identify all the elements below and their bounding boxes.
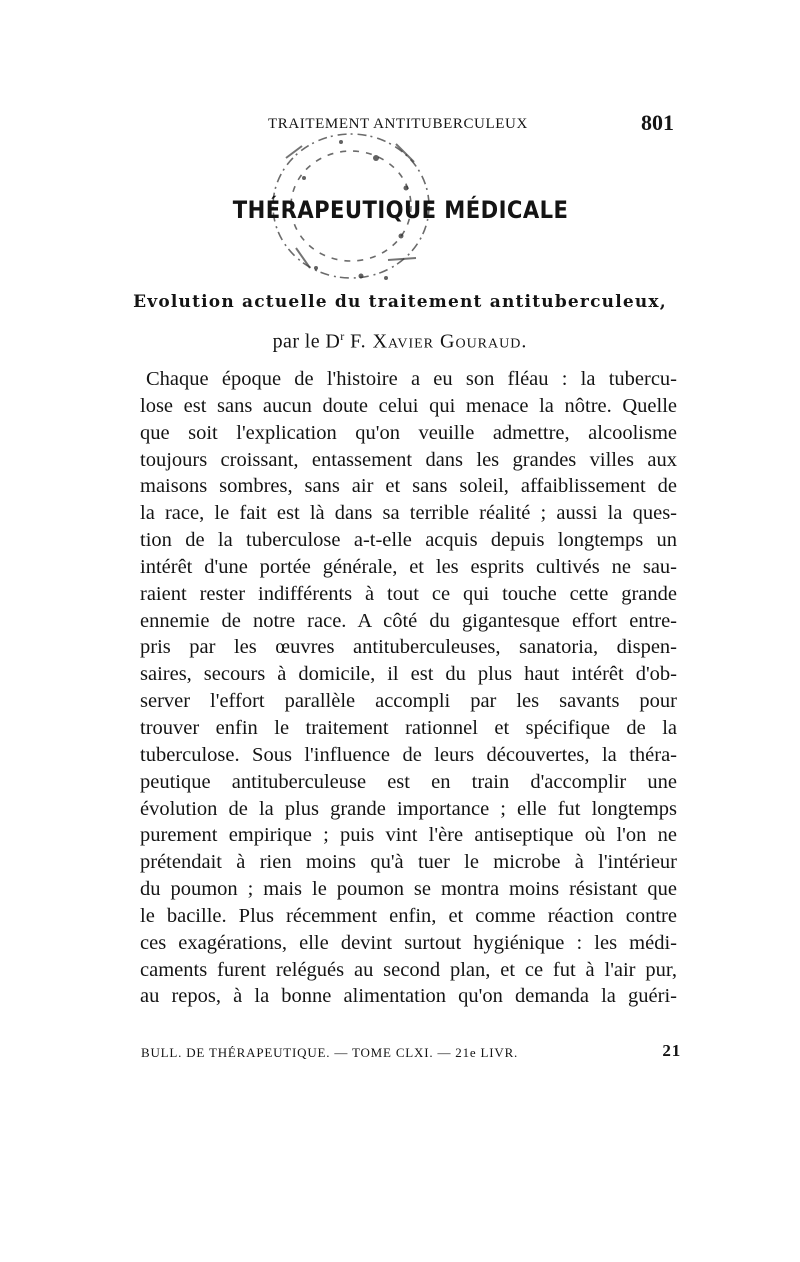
- body-line: prétendait à rien moins qu'à tuer le microbe à l'intérieur: [140, 851, 677, 874]
- body-line: toujours croissant, entassement dans les grandes villes aux: [140, 448, 677, 471]
- footer-source: BULL. DE THÉRAPEUTIQUE. — TOME CLXI. — 21e LIVR.: [141, 1045, 519, 1060]
- signature-mark: 21: [662, 1041, 681, 1060]
- byline-author: F. Xavier Gouraud.: [350, 330, 528, 353]
- body-line: ces exagérations, elle devint surtout hygiénique : les médi-: [140, 931, 677, 954]
- body-line: peutique antituberculeuse est en train d'accomplir une: [140, 770, 677, 793]
- page-footer: [141, 1041, 681, 1065]
- byline-prefix: par le D: [272, 330, 341, 353]
- body-line: le bacille. Plus récemment enfin, et comme réaction contre: [140, 904, 677, 927]
- article-title: Evolution actuelle du traitement antituberculeux,: [133, 292, 667, 312]
- body-line: que soit l'explication qu'on veuille admettre, alcoolisme: [140, 421, 677, 444]
- body-line: du poumon ; mais le poumon se montra moins résistant que: [140, 878, 677, 901]
- body-line: évolution de la plus grande importance ; elle fut longtemps: [140, 797, 677, 820]
- body-line: pris par les œuvres antituberculeuses, sanatoria, dispen-: [140, 636, 677, 659]
- body-line: maisons sombres, sans air et sans soleil, affaiblissement de: [140, 475, 677, 498]
- body-line: lose est sans aucun doute celui qui menace la nôtre. Quelle: [140, 394, 677, 417]
- body-line: caments furent relégués au second plan, et ce fut à l'air pur,: [140, 958, 677, 981]
- body-line: la race, le fait est là dans sa terrible réalité ; aussi la ques-: [140, 502, 677, 525]
- byline-sup: r: [340, 329, 345, 343]
- page-number: 801: [641, 110, 674, 135]
- running-title: TRAITEMENT ANTITUBERCULEUX: [268, 116, 528, 132]
- body-text: [140, 366, 677, 1010]
- body-line: trouver enfin le traitement rationnel et spécifique de la: [140, 716, 677, 739]
- body-line: raient rester indifférents à tout ce qui touche cette grande: [140, 582, 677, 605]
- section-title: THÉRAPEUTIQUE MÉDICALE: [232, 196, 569, 224]
- byline: [0, 329, 800, 354]
- body-line: au repos, à la bonne alimentation qu'on demanda la guéri-: [140, 985, 677, 1008]
- body-line: server l'effort parallèle accompli par les savants pour: [140, 690, 677, 713]
- body-line: intérêt d'une portée générale, et les esprits cultivés ne sau-: [140, 555, 677, 578]
- body-line: Chaque époque de l'histoire a eu son fléau : la tubercu-: [146, 368, 677, 390]
- body-line: purement empirique ; puis vint l'ère antiseptique où l'on ne: [140, 824, 677, 847]
- body-line: tion de la tuberculose a-t-elle acquis depuis longtemps un: [140, 529, 677, 552]
- body-line: ennemie de notre race. A côté du gigantesque effort entre-: [140, 609, 677, 632]
- body-line: tuberculose. Sous l'influence de leurs découvertes, la théra-: [140, 743, 677, 766]
- body-line: saires, secours à domicile, il est du plus haut intérêt d'ob-: [140, 663, 677, 686]
